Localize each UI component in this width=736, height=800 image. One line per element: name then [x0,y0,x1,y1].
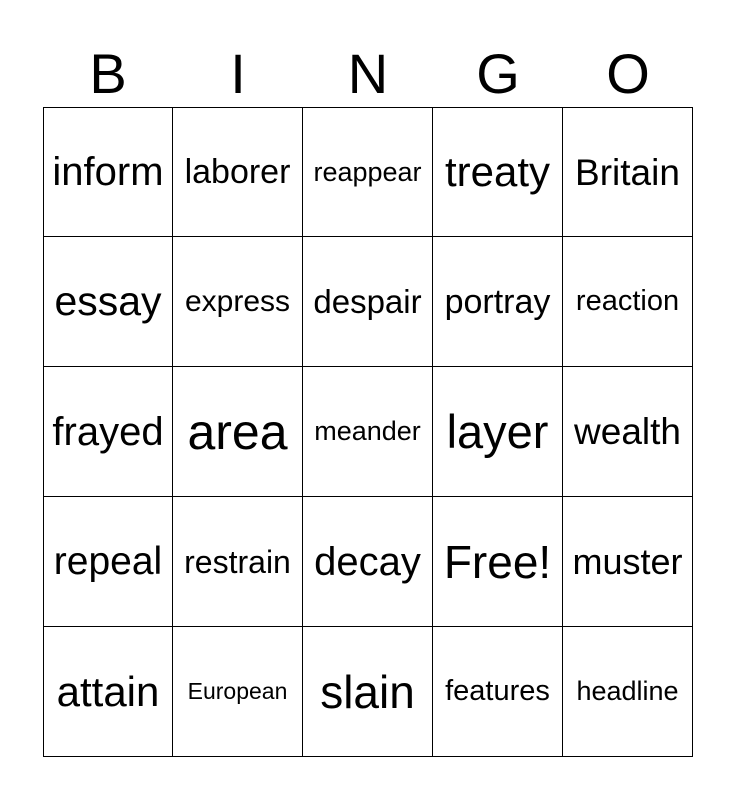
bingo-cell[interactable] [173,627,303,757]
bingo-cell[interactable] [303,627,433,757]
bingo-cell[interactable] [303,107,433,237]
cell-word: despair [313,283,422,320]
bingo-cell[interactable] [563,497,693,627]
bingo-cell[interactable] [433,107,563,237]
cell-word: wealth [574,411,681,452]
cell-word: laborer [184,153,291,191]
bingo-cell[interactable] [43,237,173,367]
cell-word: muster [572,540,683,582]
bingo-cell[interactable] [563,627,693,757]
free-space-label: Free! [443,535,552,588]
cell-word: attain [56,667,160,715]
cell-word: layer [446,405,549,458]
cell-word: express [184,284,291,318]
cell-word: Britain [575,151,680,193]
bingo-cell[interactable] [303,237,433,367]
bingo-cell free-space[interactable] [433,497,563,627]
cell-word: meander [314,416,421,446]
bingo-cell[interactable] [173,367,303,497]
bingo-cell[interactable] [173,497,303,627]
bingo-cell[interactable] [563,107,693,237]
bingo-cell[interactable] [173,107,303,237]
bingo-cell[interactable] [173,237,303,367]
cell-word: reaction [575,285,680,317]
cell-word: inform [52,150,164,194]
cell-word: repeal [53,540,163,583]
bingo-cell[interactable] [43,107,173,237]
bingo-cell[interactable] [303,497,433,627]
bingo-board [43,107,693,757]
bingo-cell[interactable] [303,367,433,497]
header-letter-b: B [89,42,127,105]
bingo-cell[interactable] [563,367,693,497]
cell-word: frayed [52,409,164,454]
cell-word: portray [444,282,551,321]
cell-word: essay [54,278,162,324]
header-letter-o: O [606,42,650,105]
header-letter-g: G [476,42,520,105]
bingo-cell[interactable] [433,627,563,757]
bingo-cell[interactable] [43,497,173,627]
bingo-cell[interactable] [433,367,563,497]
bingo-cell[interactable] [43,367,173,497]
header-letter-i: I [230,42,246,105]
cell-word: area [187,403,288,460]
cell-word: headline [576,676,679,706]
header-letter-n: N [347,42,389,105]
cell-word: European [187,678,288,704]
bingo-cell[interactable] [433,237,563,367]
cell-word: reappear [313,156,422,187]
cell-word: decay [314,539,421,584]
bingo-cell[interactable] [563,237,693,367]
cell-word: restrain [184,543,291,580]
cell-word: features [445,675,550,707]
bingo-cell[interactable] [43,627,173,757]
cell-word: slain [320,665,415,718]
cell-word: treaty [444,148,551,195]
bingo-header [43,40,693,108]
